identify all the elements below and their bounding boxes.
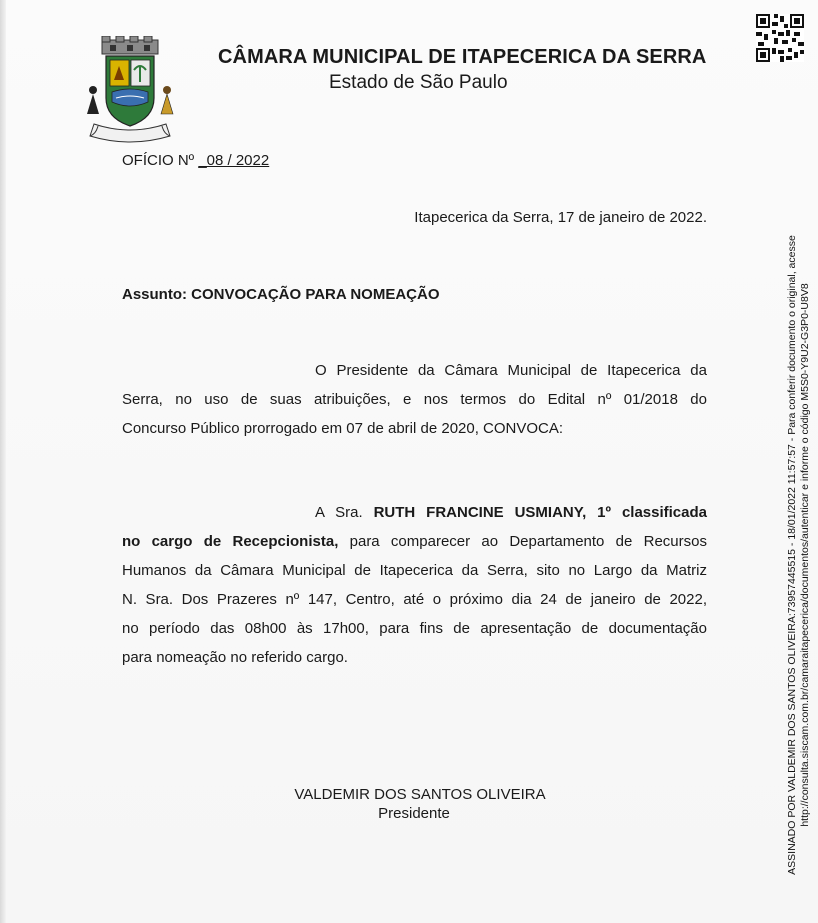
paragraph-line	[122, 527, 707, 556]
institution-subtitle: Estado de São Paulo	[329, 72, 508, 93]
paragraph-line: para nomeação no referido cargo.	[122, 649, 348, 666]
subject-line: Assunto: CONVOCAÇÃO PARA NOMEAÇÃO	[122, 286, 440, 303]
qr-code-icon[interactable]	[756, 14, 804, 62]
paragraph-line: O Presidente da Câmara Municipal de Itapecerica da	[315, 362, 707, 379]
municipal-coat-of-arms-icon	[84, 36, 176, 148]
page-edge-shadow	[0, 0, 6, 923]
paragraph-convocation-details	[122, 498, 707, 672]
paragraph-line: Serra, no uso de suas atribuições, e nos termos do Edital nº 01/2018 do	[122, 391, 707, 408]
candidate-name: RUTH FRANCINE USMIANY, 1º classificada	[373, 504, 707, 521]
oficio-number-value: _08 / 2022	[198, 152, 270, 169]
paragraph-line: Concurso Público prorrogado em 07 de abril de 2020, CONVOCA:	[122, 420, 564, 437]
paragraph-line: Humanos da Câmara Municipal de Itapecerica da Serra, sito no Largo da Matriz	[122, 562, 707, 579]
date-line: Itapecerica da Serra, 17 de janeiro de 2022.	[414, 209, 707, 226]
salutation: A Sra.	[315, 504, 374, 521]
oficio-label: OFÍCIO Nº	[122, 152, 199, 169]
paragraph-convocation-intro	[122, 356, 707, 443]
oficio-number	[122, 152, 269, 169]
signatory-role: Presidente	[378, 805, 450, 822]
position-name: no cargo de Recepcionista,	[122, 533, 339, 550]
paragraph-text: para comparecer ao Departamento de Recursos	[338, 533, 707, 550]
paragraph-line: no período das 08h00 às 17h00, para fins de apresentação de documentação	[122, 620, 707, 637]
stamp-line: http://consulta.siscam.com.br/camaraitapecerica/documentos/autenticar e informe o código M5S0-Y9U2-G3P0-U8V8	[799, 283, 811, 827]
signatory-name: VALDEMIR DOS SANTOS OLIVEIRA	[294, 786, 546, 803]
digital-signature-stamp	[786, 230, 812, 880]
paragraph-line	[122, 498, 707, 527]
paragraph-line: N. Sra. Dos Prazeres nº 147, Centro, até o próximo dia 24 de janeiro de 2022,	[122, 591, 707, 608]
institution-title: CÂMARA MUNICIPAL DE ITAPECERICA DA SERRA	[218, 46, 707, 68]
stamp-line: ASSINADO POR VALDEMIR DOS SANTOS OLIVEIRA:73957445515 - 18/01/2022 11:57:57 - Para conferir documento o original, acesse	[786, 235, 798, 875]
